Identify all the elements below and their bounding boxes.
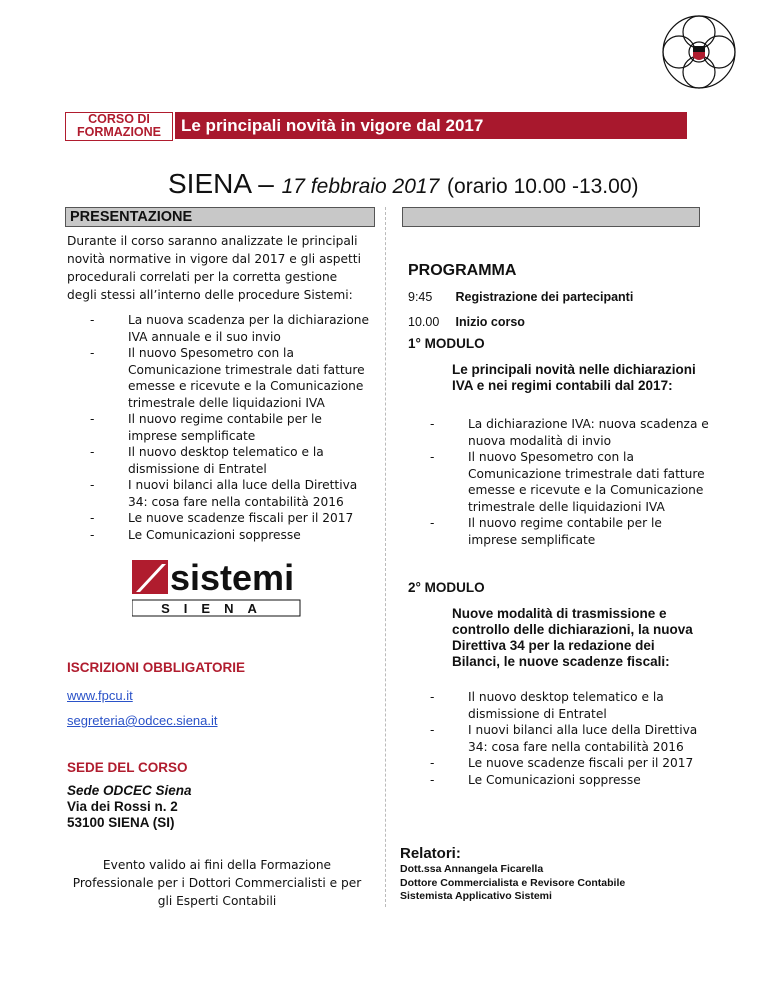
course-badge [65, 112, 173, 141]
program-time: 10.00 [408, 315, 440, 329]
list-item: - Il nuovo regime contabile per le imprese semplificate [90, 411, 370, 444]
program-row [408, 290, 633, 304]
program-text: Registrazione dei partecipanti [455, 290, 634, 304]
brand-sub: SIENA [161, 601, 271, 616]
module1-list [430, 416, 710, 548]
badge-line2: FORMAZIONE [76, 125, 162, 139]
list-item: - Le nuove scadenze fiscali per il 2017 [430, 755, 710, 772]
dash: – [258, 168, 274, 199]
speaker-role: Dottore Commercialista e Revisore Contabile [400, 876, 626, 889]
event-date: 17 febbraio 2017 [281, 175, 440, 198]
city: SIENA [168, 168, 251, 199]
venue-city: 53100 SIENA (SI) [67, 815, 175, 830]
program-text: Inizio corso [455, 315, 525, 329]
module2-heading: 2° MODULO [408, 580, 485, 595]
module1-heading: 1° MODULO [408, 336, 485, 351]
program-row [408, 315, 525, 329]
website-link[interactable]: www.fpcu.it [67, 688, 133, 703]
relatori-heading: Relatori: [400, 845, 461, 862]
speaker-info [400, 863, 625, 904]
list-item: - Il nuovo Spesometro con la Comunicazione trimestrale dati fatture emesse e ricevute e la Comunicazione trimestrale delle liquidazioni IVA [430, 449, 710, 515]
list-item: - I nuovi bilanci alla luce della Direttiva 34: cosa fare nella contabilità 2016 [90, 477, 370, 510]
list-item: - Il nuovo desktop telematico e la dismissione di Entratel [90, 444, 370, 477]
right-section-bar [402, 207, 700, 227]
presentazione-list [90, 312, 370, 543]
module1-description: Le principali novità nelle dichiarazioni IVA e nei regimi contabili dal 2017: [452, 362, 696, 393]
email-link[interactable]: segreteria@odcec.siena.it [67, 713, 218, 728]
course-title: Le principali novità in vigore dal 2017 [175, 112, 687, 139]
speaker-role: Sistemista Applicativo Sistemi [400, 890, 552, 902]
venue-name: Sede ODCEC Siena [67, 783, 192, 798]
event-headline [168, 168, 639, 200]
presentazione-heading: PRESENTAZIONE [65, 207, 375, 227]
event-time: (orario 10.00 -13.00) [447, 175, 639, 198]
list-item: - La dichiarazione IVA: nuova scadenza e nuova modalità di invio [430, 416, 710, 449]
module2-list [430, 689, 710, 788]
intro-paragraph: Durante il corso saranno analizzate le principali novità normative in vigore dal 2017 e gli aspetti procedurali correlati per la corretta gestione degli stessi all’interno delle procedure Sistemi: [67, 234, 361, 302]
accreditation-note: Evento valido ai fini della Formazione Professionale per i Dottori Commercialisti e per gli Esperti Contabili [72, 858, 362, 908]
list-item: - Il nuovo regime contabile per le imprese semplificate [430, 515, 710, 548]
list-item: - Il nuovo desktop telematico e la dismissione di Entratel [430, 689, 710, 722]
column-divider [385, 207, 387, 907]
list-item: - Le Comunicazioni soppresse [430, 772, 710, 789]
odcec-emblem-icon [643, 12, 755, 92]
module2-description: Nuove modalità di trasmissione e controllo delle dichiarazioni, la nuova Direttiva 34 per la redazione dei Bilanci, le nuove scadenze fiscali: [452, 606, 693, 669]
sistemi-logo [132, 558, 302, 620]
speaker-name: Dott.ssa Annangela Ficarella [400, 863, 544, 875]
list-item: - Le Comunicazioni soppresse [90, 527, 370, 544]
sede-heading: SEDE DEL CORSO [67, 760, 188, 775]
brand-name: sistemi [170, 558, 295, 598]
list-item: - I nuovi bilanci alla luce della Direttiva 34: cosa fare nella contabilità 2016 [430, 722, 710, 755]
programma-heading: PROGRAMMA [408, 262, 517, 279]
venue-address [67, 783, 192, 831]
program-time: 9:45 [408, 290, 433, 304]
list-item: - Le nuove scadenze fiscali per il 2017 [90, 510, 370, 527]
list-item: - La nuova scadenza per la dichiarazione IVA annuale e il suo invio [90, 312, 370, 345]
iscrizioni-heading: ISCRIZIONI OBBLIGATORIE [67, 660, 246, 675]
badge-line1: CORSO DI [88, 112, 150, 126]
list-item: - Il nuovo Spesometro con la Comunicazione trimestrale dati fatture emesse e ricevute e la Comunicazione trimestrale delle liquidazioni IVA [90, 345, 370, 411]
venue-street: Via dei Rossi n. 2 [67, 799, 178, 814]
